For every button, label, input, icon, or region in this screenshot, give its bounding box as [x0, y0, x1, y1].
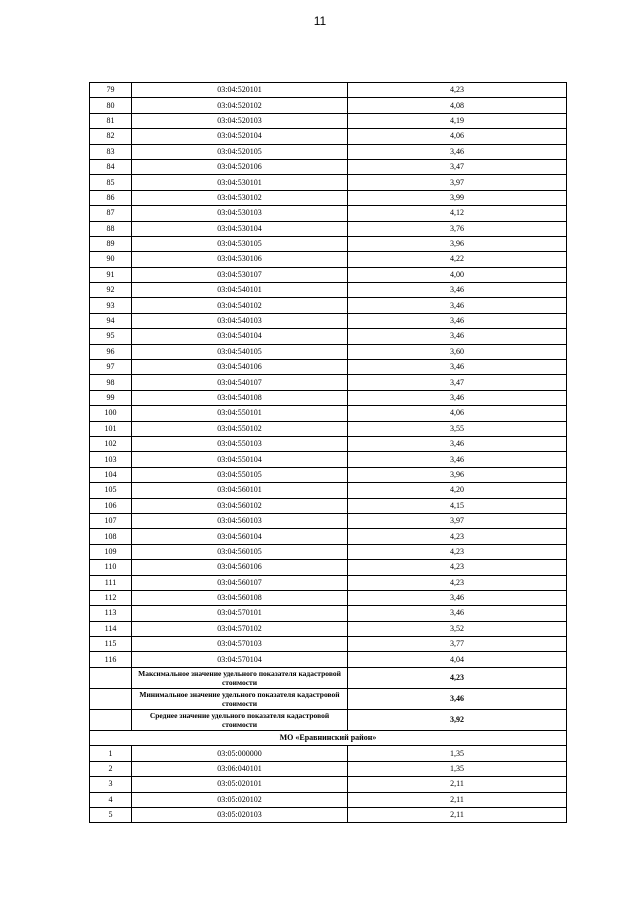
row-number-cell: 4	[90, 792, 132, 807]
cadastral-quarter-cell: 03:04:540108	[132, 390, 348, 405]
specific-value-cell: 3,55	[348, 421, 567, 436]
table-row	[90, 606, 567, 621]
cadastral-quarter-cell: 03:04:560103	[132, 513, 348, 528]
specific-value-cell: 4,22	[348, 252, 567, 267]
row-number-cell: 88	[90, 221, 132, 236]
specific-value-cell: 4,06	[348, 129, 567, 144]
table-row	[90, 298, 567, 313]
specific-value-cell: 3,46	[348, 590, 567, 605]
cadastral-quarter-cell: 03:04:560102	[132, 498, 348, 513]
summary-empty-cell	[90, 667, 132, 688]
cadastral-quarter-cell: 03:04:550101	[132, 406, 348, 421]
row-number-cell: 112	[90, 590, 132, 605]
row-number-cell: 82	[90, 129, 132, 144]
specific-value-cell: 3,46	[348, 360, 567, 375]
row-number-cell: 3	[90, 777, 132, 792]
summary-row	[90, 667, 567, 688]
cadastral-quarter-cell: 03:04:560101	[132, 483, 348, 498]
row-number-cell: 108	[90, 529, 132, 544]
cadastral-quarter-cell: 03:04:550105	[132, 467, 348, 482]
specific-value-cell: 3,46	[348, 313, 567, 328]
specific-value-cell: 4,23	[348, 83, 567, 98]
row-number-cell: 83	[90, 144, 132, 159]
row-number-cell: 115	[90, 637, 132, 652]
cadastral-quarter-cell: 03:04:560108	[132, 590, 348, 605]
table-row	[90, 144, 567, 159]
row-number-cell: 105	[90, 483, 132, 498]
row-number-cell: 90	[90, 252, 132, 267]
row-number-cell: 84	[90, 159, 132, 174]
specific-value-cell: 4,15	[348, 498, 567, 513]
cadastral-quarter-cell: 03:04:550104	[132, 452, 348, 467]
cadastral-quarter-cell: 03:05:020101	[132, 777, 348, 792]
summary-row	[90, 688, 567, 709]
specific-value-cell: 3,46	[348, 436, 567, 451]
row-number-cell: 94	[90, 313, 132, 328]
row-number-cell: 91	[90, 267, 132, 282]
table-row	[90, 652, 567, 667]
row-number-cell: 98	[90, 375, 132, 390]
cadastral-quarter-cell: 03:04:520105	[132, 144, 348, 159]
table-row	[90, 375, 567, 390]
specific-value-cell: 3,46	[348, 329, 567, 344]
row-number-cell: 100	[90, 406, 132, 421]
row-number-cell: 1	[90, 746, 132, 761]
table-row	[90, 83, 567, 98]
table-row	[90, 621, 567, 636]
row-number-cell: 99	[90, 390, 132, 405]
table-row	[90, 360, 567, 375]
cadastral-quarter-cell: 03:06:040101	[132, 761, 348, 776]
cadastral-quarter-cell: 03:04:530105	[132, 236, 348, 251]
cadastral-quarter-cell: 03:04:530104	[132, 221, 348, 236]
cadastral-quarter-cell: 03:04:560105	[132, 544, 348, 559]
row-number-cell: 104	[90, 467, 132, 482]
specific-value-cell: 2,11	[348, 792, 567, 807]
row-number-cell: 2	[90, 761, 132, 776]
row-number-cell: 92	[90, 283, 132, 298]
cadastral-quarter-cell: 03:04:520106	[132, 159, 348, 174]
specific-value-cell: 4,19	[348, 113, 567, 128]
specific-value-cell: 4,20	[348, 483, 567, 498]
cadastral-quarter-cell: 03:04:530102	[132, 190, 348, 205]
specific-value-cell: 3,76	[348, 221, 567, 236]
table-row	[90, 746, 567, 761]
row-number-cell: 96	[90, 344, 132, 359]
summary-label-cell: Максимальное значение удельного показателя кадастровой стоимости	[132, 667, 348, 688]
row-number-cell: 81	[90, 113, 132, 128]
specific-value-cell: 4,23	[348, 560, 567, 575]
cadastral-quarter-cell: 03:04:530101	[132, 175, 348, 190]
table-row	[90, 467, 567, 482]
table-row	[90, 452, 567, 467]
cadastral-quarter-cell: 03:04:540102	[132, 298, 348, 313]
table-row	[90, 560, 567, 575]
row-number-cell: 106	[90, 498, 132, 513]
cadastral-quarter-cell: 03:04:560106	[132, 560, 348, 575]
row-number-cell: 97	[90, 360, 132, 375]
row-number-cell: 110	[90, 560, 132, 575]
table-row	[90, 777, 567, 792]
summary-label-cell: Среднее значение удельного показателя кадастровой стоимости	[132, 709, 348, 730]
specific-value-cell: 3,46	[348, 298, 567, 313]
specific-value-cell: 2,11	[348, 777, 567, 792]
table-row	[90, 221, 567, 236]
cadastral-quarter-cell: 03:04:560107	[132, 575, 348, 590]
specific-value-cell: 3,46	[348, 144, 567, 159]
table-row	[90, 529, 567, 544]
cadastral-quarter-cell: 03:04:520102	[132, 98, 348, 113]
summary-value-cell: 4,23	[348, 667, 567, 688]
row-number-cell: 85	[90, 175, 132, 190]
specific-value-cell: 4,04	[348, 652, 567, 667]
row-number-cell: 80	[90, 98, 132, 113]
cadastral-quarter-cell: 03:04:550103	[132, 436, 348, 451]
table-row	[90, 206, 567, 221]
table-row	[90, 344, 567, 359]
table-row	[90, 637, 567, 652]
cadastral-quarter-cell: 03:04:550102	[132, 421, 348, 436]
table-row	[90, 575, 567, 590]
table-row	[90, 329, 567, 344]
specific-value-cell: 4,23	[348, 529, 567, 544]
summary-empty-cell	[90, 709, 132, 730]
summary-label-cell: Минимальное значение удельного показателя кадастровой стоимости	[132, 688, 348, 709]
table-row	[90, 590, 567, 605]
specific-value-cell: 3,46	[348, 390, 567, 405]
cadastral-quarter-cell: 03:04:540103	[132, 313, 348, 328]
specific-value-cell: 3,97	[348, 175, 567, 190]
table-row	[90, 113, 567, 128]
table-row	[90, 513, 567, 528]
table-row	[90, 406, 567, 421]
table-row	[90, 283, 567, 298]
cadastral-quarter-cell: 03:04:540106	[132, 360, 348, 375]
row-number-cell: 114	[90, 621, 132, 636]
specific-value-cell: 3,97	[348, 513, 567, 528]
cadastral-quarter-cell: 03:04:570102	[132, 621, 348, 636]
cadastral-quarter-cell: 03:04:520104	[132, 129, 348, 144]
table-row	[90, 808, 567, 823]
row-number-cell: 111	[90, 575, 132, 590]
specific-value-cell: 1,35	[348, 746, 567, 761]
table-body	[90, 83, 567, 823]
cadastral-quarter-cell: 03:04:540105	[132, 344, 348, 359]
page-number: 11	[313, 14, 327, 28]
row-number-cell: 87	[90, 206, 132, 221]
cadastral-quarter-cell: 03:04:530107	[132, 267, 348, 282]
row-number-cell: 101	[90, 421, 132, 436]
cadastral-quarter-cell: 03:05:020103	[132, 808, 348, 823]
table-row	[90, 267, 567, 282]
summary-row	[90, 709, 567, 730]
table-row	[90, 421, 567, 436]
table-row	[90, 792, 567, 807]
row-number-cell: 102	[90, 436, 132, 451]
cadastral-quarter-cell: 03:04:570103	[132, 637, 348, 652]
specific-value-cell: 3,96	[348, 236, 567, 251]
row-number-cell: 5	[90, 808, 132, 823]
table-row	[90, 236, 567, 251]
specific-value-cell: 4,08	[348, 98, 567, 113]
row-number-cell: 107	[90, 513, 132, 528]
row-number-cell: 86	[90, 190, 132, 205]
specific-value-cell: 4,23	[348, 575, 567, 590]
section-title: МО «Еравнинский район»	[90, 730, 567, 746]
summary-value-cell: 3,46	[348, 688, 567, 709]
specific-value-cell: 3,96	[348, 467, 567, 482]
cadastral-value-table	[89, 82, 567, 823]
specific-value-cell: 4,06	[348, 406, 567, 421]
specific-value-cell: 3,46	[348, 606, 567, 621]
row-number-cell: 113	[90, 606, 132, 621]
summary-value-cell: 3,92	[348, 709, 567, 730]
specific-value-cell: 3,46	[348, 452, 567, 467]
specific-value-cell: 3,99	[348, 190, 567, 205]
row-number-cell: 103	[90, 452, 132, 467]
row-number-cell: 79	[90, 83, 132, 98]
specific-value-cell: 3,47	[348, 159, 567, 174]
table-row	[90, 483, 567, 498]
specific-value-cell: 4,00	[348, 267, 567, 282]
cadastral-quarter-cell: 03:05:000000	[132, 746, 348, 761]
cadastral-quarter-cell: 03:05:020102	[132, 792, 348, 807]
table-row	[90, 190, 567, 205]
cadastral-quarter-cell: 03:04:530103	[132, 206, 348, 221]
cadastral-quarter-cell: 03:04:560104	[132, 529, 348, 544]
specific-value-cell: 3,77	[348, 637, 567, 652]
cadastral-quarter-cell: 03:04:540107	[132, 375, 348, 390]
specific-value-cell: 3,47	[348, 375, 567, 390]
specific-value-cell: 3,52	[348, 621, 567, 636]
table-row	[90, 159, 567, 174]
table-row	[90, 390, 567, 405]
specific-value-cell: 4,12	[348, 206, 567, 221]
specific-value-cell: 3,60	[348, 344, 567, 359]
table-row	[90, 544, 567, 559]
table-row	[90, 436, 567, 451]
row-number-cell: 93	[90, 298, 132, 313]
cadastral-quarter-cell: 03:04:520103	[132, 113, 348, 128]
specific-value-cell: 2,11	[348, 808, 567, 823]
row-number-cell: 89	[90, 236, 132, 251]
table-row	[90, 98, 567, 113]
row-number-cell: 95	[90, 329, 132, 344]
summary-empty-cell	[90, 688, 132, 709]
specific-value-cell: 3,46	[348, 283, 567, 298]
table-row	[90, 129, 567, 144]
table-row	[90, 313, 567, 328]
cadastral-quarter-cell: 03:04:540101	[132, 283, 348, 298]
table-row	[90, 498, 567, 513]
cadastral-quarter-cell: 03:04:530106	[132, 252, 348, 267]
cadastral-quarter-cell: 03:04:570104	[132, 652, 348, 667]
specific-value-cell: 1,35	[348, 761, 567, 776]
row-number-cell: 116	[90, 652, 132, 667]
row-number-cell: 109	[90, 544, 132, 559]
cadastral-quarter-cell: 03:04:570101	[132, 606, 348, 621]
table-row	[90, 761, 567, 776]
cadastral-quarter-cell: 03:04:540104	[132, 329, 348, 344]
table-row	[90, 252, 567, 267]
section-header-row	[90, 730, 567, 746]
cadastral-quarter-cell: 03:04:520101	[132, 83, 348, 98]
table-row	[90, 175, 567, 190]
specific-value-cell: 4,23	[348, 544, 567, 559]
